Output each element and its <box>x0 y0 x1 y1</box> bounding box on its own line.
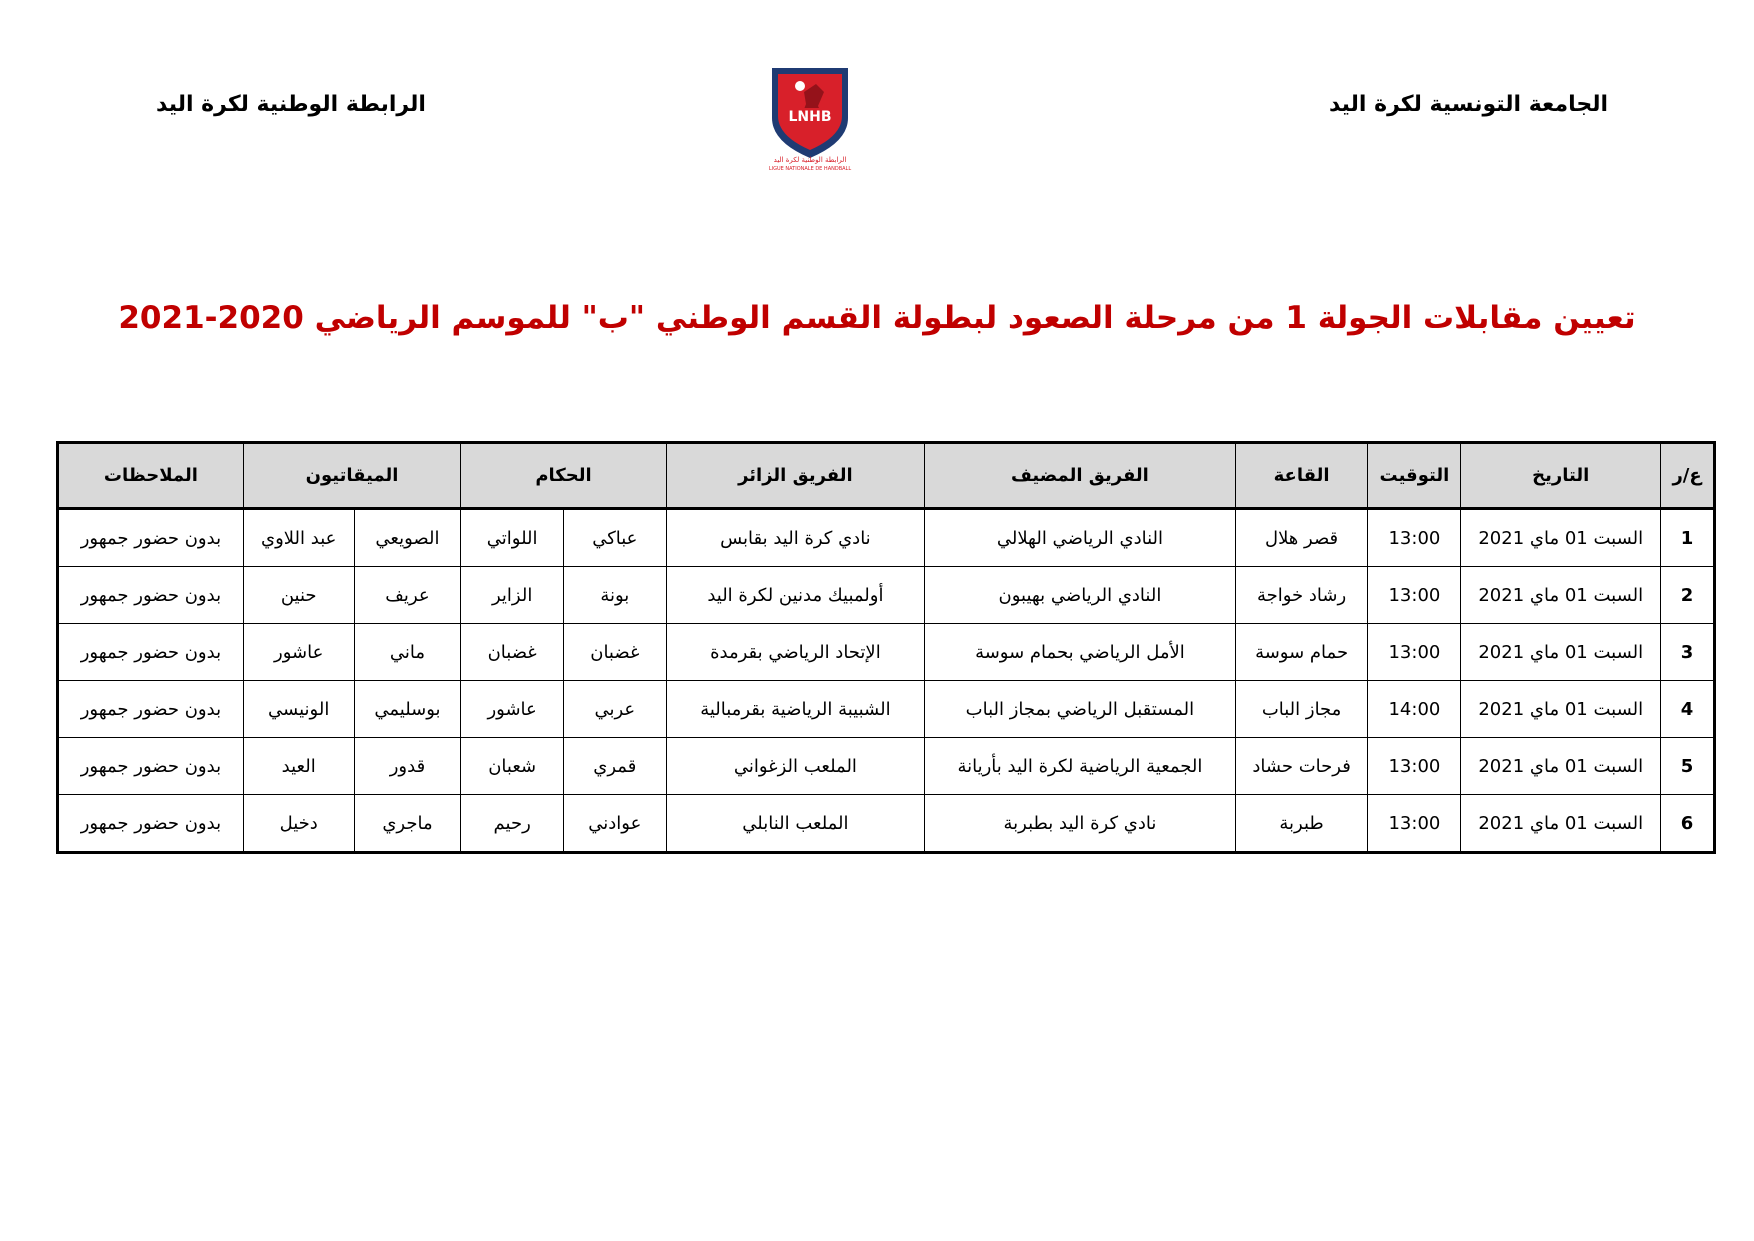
cell-venue: رشاد خواجة <box>1235 567 1368 624</box>
cell-num: 6 <box>1661 795 1715 853</box>
cell-date: السبت 01 ماي 2021 <box>1461 738 1661 795</box>
cell-timekeeper-1: ماني <box>354 624 461 681</box>
header-time: التوقيت <box>1368 443 1461 509</box>
table-row <box>58 509 1715 567</box>
cell-home: الأمل الرياضي بحمام سوسة <box>925 624 1236 681</box>
cell-timekeeper-1: الصويعي <box>354 509 461 567</box>
header-venue: القاعة <box>1235 443 1368 509</box>
cell-time: 13:00 <box>1368 738 1461 795</box>
cell-away: الملعب الزغواني <box>666 738 925 795</box>
cell-timekeeper-1: عريف <box>354 567 461 624</box>
cell-notes: بدون حضور جمهور <box>58 681 244 738</box>
cell-num: 1 <box>1661 509 1715 567</box>
cell-date: السبت 01 ماي 2021 <box>1461 624 1661 681</box>
cell-home: النادي الرياضي بهيبون <box>925 567 1236 624</box>
svg-text:الرابطة الوطنية لكرة اليد: الرابطة الوطنية لكرة اليد <box>773 156 847 164</box>
header-referees: الحكام <box>461 443 666 509</box>
cell-home: المستقبل الرياضي بمجاز الباب <box>925 681 1236 738</box>
cell-timekeeper-2: حنين <box>243 567 354 624</box>
cell-num: 5 <box>1661 738 1715 795</box>
header-notes: الملاحظات <box>58 443 244 509</box>
table-row <box>58 567 1715 624</box>
cell-num: 3 <box>1661 624 1715 681</box>
cell-referee-1: قمري <box>563 738 666 795</box>
fixtures-table <box>56 441 1716 854</box>
cell-time: 13:00 <box>1368 624 1461 681</box>
cell-time: 13:00 <box>1368 795 1461 853</box>
cell-venue: قصر هلال <box>1235 509 1368 567</box>
cell-venue: مجاز الباب <box>1235 681 1368 738</box>
cell-timekeeper-1: قدور <box>354 738 461 795</box>
header-date: التاريخ <box>1461 443 1661 509</box>
cell-referee-2: غضبان <box>461 624 564 681</box>
cell-date: السبت 01 ماي 2021 <box>1461 681 1661 738</box>
cell-referee-2: شعبان <box>461 738 564 795</box>
header-num: ع/ر <box>1661 443 1715 509</box>
cell-num: 4 <box>1661 681 1715 738</box>
cell-referee-1: عوادني <box>563 795 666 853</box>
cell-home: الجمعية الرياضية لكرة اليد بأريانة <box>925 738 1236 795</box>
table-row <box>58 681 1715 738</box>
cell-referee-1: عربي <box>563 681 666 738</box>
cell-referee-1: بونة <box>563 567 666 624</box>
cell-date: السبت 01 ماي 2021 <box>1461 509 1661 567</box>
cell-num: 2 <box>1661 567 1715 624</box>
cell-referee-2: رحيم <box>461 795 564 853</box>
cell-venue: فرحات حشاد <box>1235 738 1368 795</box>
cell-home: نادي كرة اليد بطبربة <box>925 795 1236 853</box>
cell-timekeeper-1: ماجري <box>354 795 461 853</box>
cell-away: أولمبيك مدنين لكرة اليد <box>666 567 925 624</box>
cell-away: الملعب النابلي <box>666 795 925 853</box>
cell-notes: بدون حضور جمهور <box>58 509 244 567</box>
cell-timekeeper-2: العيد <box>243 738 354 795</box>
cell-notes: بدون حضور جمهور <box>58 795 244 853</box>
header-home: الفريق المضيف <box>925 443 1236 509</box>
cell-timekeeper-2: دخيل <box>243 795 354 853</box>
table-header-row <box>58 443 1715 509</box>
cell-away: نادي كرة اليد بقابس <box>666 509 925 567</box>
table-row <box>58 624 1715 681</box>
cell-notes: بدون حضور جمهور <box>58 624 244 681</box>
cell-time: 14:00 <box>1368 681 1461 738</box>
table-row <box>58 738 1715 795</box>
header-timekeepers: الميقاتيون <box>243 443 461 509</box>
cell-timekeeper-2: عاشور <box>243 624 354 681</box>
cell-date: السبت 01 ماي 2021 <box>1461 567 1661 624</box>
table-row <box>58 795 1715 853</box>
cell-away: الإتحاد الرياضي بقرمدة <box>666 624 925 681</box>
cell-venue: حمام سوسة <box>1235 624 1368 681</box>
league-name: الرابطة الوطنية لكرة اليد <box>156 92 426 117</box>
svg-text:LIGUE NATIONALE DE HANDBALL: LIGUE NATIONALE DE HANDBALL <box>768 166 852 172</box>
cell-away: الشبيبة الرياضية بقرمبالية <box>666 681 925 738</box>
page-title: تعيين مقابلات الجولة 1 من مرحلة الصعود لبطولة القسم الوطني "ب" للموسم الرياضي 2020-2021 <box>118 300 1636 336</box>
cell-notes: بدون حضور جمهور <box>58 567 244 624</box>
cell-venue: طبربة <box>1235 795 1368 853</box>
cell-referee-2: الزاير <box>461 567 564 624</box>
svg-text:LNHB: LNHB <box>788 109 832 125</box>
cell-notes: بدون حضور جمهور <box>58 738 244 795</box>
cell-referee-2: عاشور <box>461 681 564 738</box>
cell-time: 13:00 <box>1368 567 1461 624</box>
cell-timekeeper-2: عبد اللاوي <box>243 509 354 567</box>
cell-referee-2: اللواتي <box>461 509 564 567</box>
cell-referee-1: غضبان <box>563 624 666 681</box>
cell-referee-1: عباكي <box>563 509 666 567</box>
lnhb-logo <box>760 62 860 172</box>
header-away: الفريق الزائر <box>666 443 925 509</box>
cell-timekeeper-1: بوسليمي <box>354 681 461 738</box>
cell-time: 13:00 <box>1368 509 1461 567</box>
cell-date: السبت 01 ماي 2021 <box>1461 795 1661 853</box>
federation-name: الجامعة التونسية لكرة اليد <box>1328 92 1608 117</box>
cell-home: النادي الرياضي الهلالي <box>925 509 1236 567</box>
cell-timekeeper-2: الونيسي <box>243 681 354 738</box>
